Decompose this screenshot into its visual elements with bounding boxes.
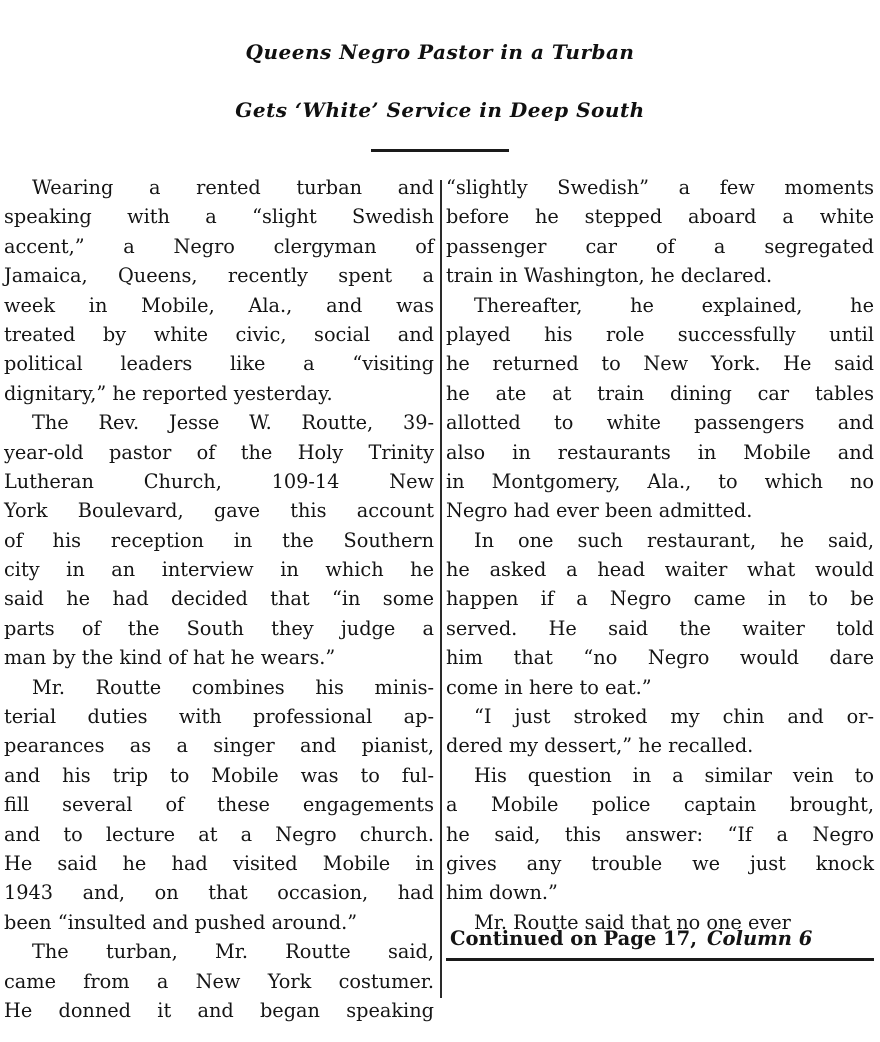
article-line: said he had decided that “in some (4, 587, 434, 611)
article-line: been “insulted and pushed around.” (4, 910, 358, 934)
continued-column: Column 6 (707, 927, 813, 950)
article-line: political leaders like a “visiting (4, 352, 434, 376)
article-column-left (4, 173, 434, 1025)
article-line: allotted to white passengers and (446, 411, 874, 435)
article-line: Mr. Routte said that no one ever (474, 910, 791, 934)
article-line: and to lecture at a Negro church. (4, 822, 434, 846)
article-line: city in an interview in which he (4, 558, 434, 582)
article-line: parts of the South they judge a (4, 616, 434, 640)
article-line: 1943 and, on that occasion, had (4, 881, 434, 905)
article-line: him down.” (446, 881, 558, 905)
article-line: Thereafter, he explained, he (474, 293, 874, 317)
article-line: came from a New York costumer. (4, 969, 434, 993)
article-line: man by the kind of hat he wears.” (4, 646, 336, 670)
article-line: The Rev. Jesse W. Routte, 39- (32, 411, 434, 435)
article-line: served. He said the waiter told (446, 616, 874, 640)
article-line: passenger car of a segregated (446, 234, 874, 258)
article-line: in Montgomery, Ala., to which no (446, 469, 874, 493)
article-line: come in here to eat.” (446, 675, 652, 699)
article-line: a Mobile police captain brought, (446, 793, 874, 817)
article-line: fill several of these engagements (4, 793, 434, 817)
article-line: Wearing a rented turban and (32, 176, 434, 199)
headline-divider (371, 149, 509, 152)
article-line: terial duties with professional ap- (4, 705, 434, 729)
bottom-rule (446, 958, 874, 961)
article-line: The turban, Mr. Routte said, (32, 940, 434, 964)
article-column-right (446, 173, 874, 937)
article-line: played his role successfully until (446, 322, 874, 346)
article-line: week in Mobile, Ala., and was (4, 293, 434, 317)
article-line: he said, this answer: “If a Negro (446, 822, 874, 846)
article-line: Mr. Routte combines his minis- (32, 675, 434, 699)
column-divider (440, 180, 442, 998)
continued-page: Page 17, (603, 927, 698, 950)
article-line: York Boulevard, gave this account (4, 499, 434, 523)
article-line: also in restaurants in Mobile and (446, 440, 874, 464)
headline-line-2: Gets ‘White’ Service in Deep South (235, 98, 645, 122)
article-line: and his trip to Mobile was to ful- (4, 763, 434, 787)
article-line: accent,” a Negro clergyman of (4, 234, 434, 258)
article-line: His question in a similar vein to (474, 763, 874, 787)
article-line: treated by white civic, social and (4, 322, 434, 346)
article-line: dered my dessert,” he recalled. (446, 734, 754, 758)
article-line: He said he had visited Mobile in (4, 851, 434, 875)
article-line: “I just stroked my chin and or- (474, 705, 874, 729)
article-line: him that “no Negro would dare (446, 646, 874, 670)
article-line: happen if a Negro came in to be (446, 587, 874, 611)
article-line: he ate at train dining car tables (446, 381, 874, 405)
headline-line-1: Queens Negro Pastor in a Turban (245, 40, 635, 64)
article-line: of his reception in the Southern (4, 528, 434, 552)
article-line: gives any trouble we just knock (446, 851, 874, 875)
article-line: pearances as a singer and pianist, (4, 734, 434, 758)
continuation-note (450, 926, 860, 952)
article-line: speaking with a “slight Swedish (4, 205, 434, 229)
article-line: dignitary,” he reported yesterday. (4, 381, 333, 405)
article-line: train in Washington, he declared. (446, 264, 773, 288)
article-line: Jamaica, Queens, recently spent a (4, 264, 434, 288)
article-line: before he stepped aboard a white (446, 205, 874, 229)
article-line: Lutheran Church, 109-14 New (4, 469, 434, 493)
article-line: In one such restaurant, he said, (474, 528, 874, 552)
article-line: He donned it and began speaking (4, 998, 434, 1022)
article-line: he returned to New York. He said (446, 352, 874, 376)
article-line: Negro had ever been admitted. (446, 499, 753, 523)
continued-label: Continued on (450, 927, 598, 950)
article-line: he asked a head waiter what would (446, 558, 874, 582)
article-line: year-old pastor of the Holy Trinity (4, 440, 434, 464)
article-line: “slightly Swedish” a few moments (446, 176, 874, 199)
